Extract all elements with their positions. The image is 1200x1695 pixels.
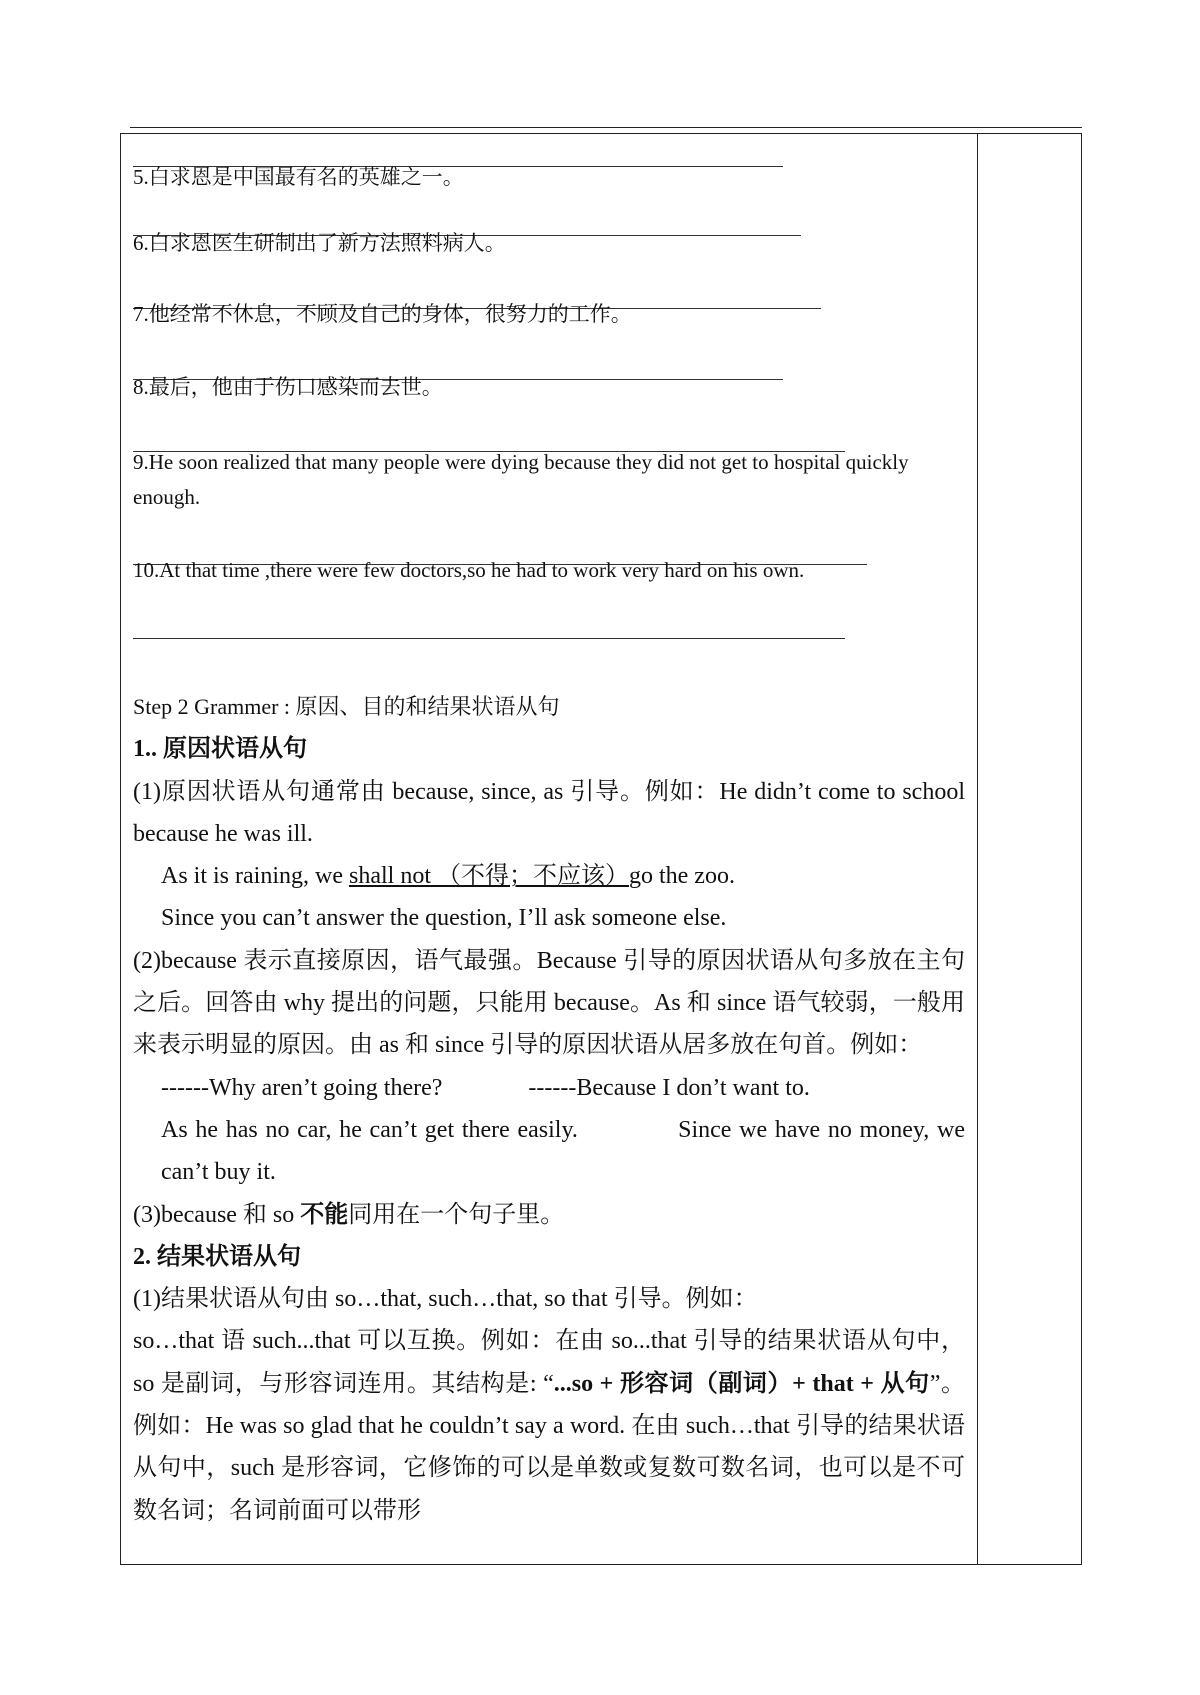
grammar-section	[133, 686, 971, 1532]
header-rule	[130, 127, 1082, 128]
answer-line	[133, 638, 845, 639]
exercise-8: 8.最后，他由于伤口感染而去世。	[133, 375, 443, 399]
dialog-answer: ------Because I don’t want to.	[528, 1074, 810, 1101]
para-text: ”。例如：He was so glad that he couldn’t say a word. 在由 such…that 引导的结果状语从句中，such 是形容词，它修饰的可以是单数或复数可数名词，也可以是不可数名词；名词前面可以带形	[133, 1370, 965, 1524]
step-title: Step 2 Grammer : 原因、目的和结果状语从句	[133, 694, 560, 719]
underlined-phrase: shall not （不得；不应该）	[348, 863, 629, 890]
para-text: so…that 语 such...that 可以互换。例如：在由 so...that 引导的结果状语从句中，so 是副词，与形容词连用。其结构是: “	[133, 1328, 965, 1397]
section-1-example-3: As he has no car, he can’t get there easily. Since we have no money, we can’t buy it.	[161, 1116, 971, 1186]
section-2-para-2	[133, 1320, 965, 1531]
exercise-9: 9.He soon realized that many people were dying because they did not get to hospital quickly enough.	[133, 450, 909, 509]
section-1-example-1	[133, 855, 965, 897]
example-text: As it is raining, we	[161, 863, 349, 890]
emphasis-text: 不能	[300, 1201, 349, 1228]
section-2-para-1: (1)结果状语从句由 so…that, such…that, so that 引导。例如：	[133, 1286, 758, 1313]
exercise-5: 5.白求恩是中国最有名的英雄之一。	[133, 165, 464, 189]
margin-column-divider	[977, 134, 978, 1564]
exercise-7: 7.他经常不休息，不顾及自己的身体，很努力的工作。	[133, 302, 632, 326]
section-2-heading: 2. 结果状语从句	[133, 1243, 301, 1270]
section-1-para-2: (2)because 表示直接原因，语气最强。Because 引导的原因状语从句多放在主句之后。回答由 why 提出的问题，只能用 because。As 和 since 语气较弱，一般用来表示明显的原因。由 as 和 since 引导的原因状语从居多放在句首。例如：	[133, 947, 965, 1059]
para-text: (3)because 和 so	[133, 1201, 301, 1228]
dialog-question: ------Why aren’t going there?	[161, 1074, 443, 1101]
structure-formula: ...so + 形容词（副词）+ that + 从句	[553, 1370, 930, 1397]
exercise-10: 10.At that time ,there were few doctors,so he had to work very hard on his own.	[133, 558, 805, 582]
worksheet-table	[120, 133, 1082, 1565]
example-text: go the zoo.	[628, 863, 735, 890]
para-text: 同用在一个句子里。	[348, 1201, 565, 1228]
section-1-para-3	[133, 1194, 965, 1236]
section-1-example-2: Since you can’t answer the question, I’ll ask someone else.	[161, 905, 727, 932]
section-1-heading: 1.. 原因状语从句	[133, 736, 307, 763]
exercise-6: 6.白求恩医生研制出了新方法照料病人。	[133, 231, 506, 255]
section-1-para-1: (1)原因状语从句通常由 because, since, as 引导。例如：He didn’t come to school because he was ill.	[133, 778, 965, 847]
section-1-dialog	[133, 1067, 965, 1109]
